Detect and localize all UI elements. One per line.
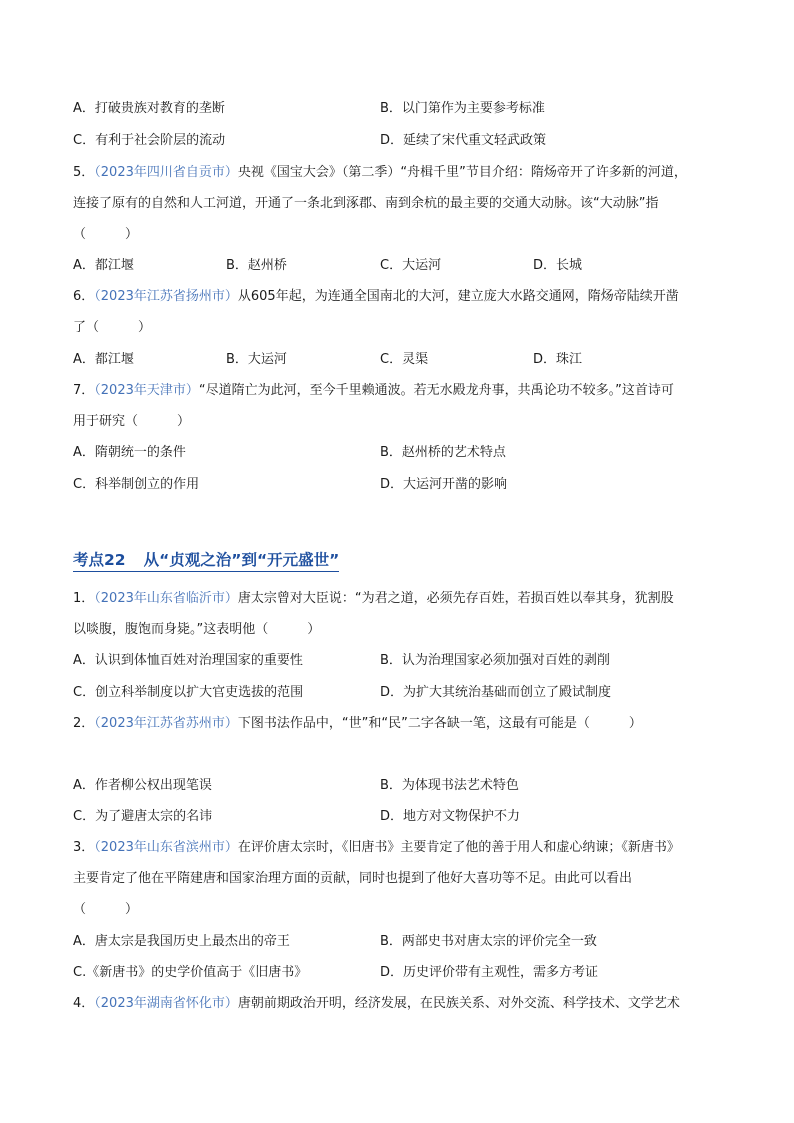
question-source: （2023年四川省自贡市） <box>94 165 238 180</box>
s1-option-d: D．为扩大其统治基础而创立了殿试制度 <box>380 685 612 700</box>
question-number: 4． <box>73 996 95 1011</box>
s2-option-c: C．为了避唐太宗的名讳 <box>73 809 213 824</box>
q7-option-c: C．科举制创立的作用 <box>73 477 200 492</box>
question-6-line2: 了（ ） <box>73 320 152 335</box>
question-text: 从605年起，为连通全国南北的大河，建立庞大水路交通网，隋炀帝陆续开凿 <box>237 289 679 304</box>
prev-option-a: A．打破贵族对教育的垄断 <box>73 101 225 116</box>
question-text: 唐朝前期政治开明，经济发展，在民族关系、对外交流、科学技术、文学艺术 <box>237 996 680 1011</box>
question-number: 1． <box>73 591 95 606</box>
question-5-line3: （ ） <box>73 227 139 242</box>
s3-option-a: A．唐太宗是我国历史上最杰出的帝王 <box>73 934 290 949</box>
q7-option-b: B．赵州桥的艺术特点 <box>380 445 506 460</box>
question-text: 央视《国宝大会》（第二季）“舟楫千里”节目介绍：隋炀帝开了许多新的河道， <box>237 165 687 180</box>
s3-option-c: C.《新唐书》的史学价值高于《旧唐书》 <box>73 965 308 980</box>
section-question-3-line2: 主要肯定了他在平隋建唐和国家治理方面的贡献，同时也提到了他好大喜功等不足。由此可以看出 <box>73 871 633 886</box>
question-number: 5． <box>73 165 95 180</box>
q5-option-c: C．大运河 <box>380 258 442 273</box>
section-question-3-line3: （ ） <box>73 902 139 917</box>
q6-option-c: C．灵渠 <box>380 352 429 367</box>
s3-option-d: D．历史评价带有主观性，需多方考证 <box>380 965 599 980</box>
question-source: （2023年山东省临沂市） <box>94 591 238 606</box>
question-text: 下图书法作品中，“世”和“民”二字各缺一笔，这最有可能是（ ） <box>237 716 642 731</box>
question-source: （2023年湖南省怀化市） <box>94 996 238 1011</box>
question-source: （2023年天津市） <box>94 383 199 398</box>
section-heading <box>73 550 339 572</box>
s2-option-a: A．作者柳公权出现笔误 <box>73 778 212 793</box>
prev-option-c: C．有利于社会阶层的流动 <box>73 133 226 148</box>
section-question-4-line1 <box>73 996 680 1012</box>
s1-option-c: C．创立科举制度以扩大官吏选拔的范围 <box>73 685 304 700</box>
question-number: 3． <box>73 840 95 855</box>
section-question-2-line1 <box>73 716 642 732</box>
s3-option-b: B．两部史书对唐太宗的评价完全一致 <box>380 934 597 949</box>
section-question-3-line1 <box>73 840 680 856</box>
s1-option-b: B．认为治理国家必须加强对百姓的剥削 <box>380 653 610 668</box>
question-6-line1 <box>73 289 679 305</box>
question-5-line2: 连接了原有的自然和人工河道，开通了一条北到涿郡、南到余杭的最主要的交通大动脉。该“大动脉”指 <box>73 196 659 211</box>
q5-option-a: A．都江堰 <box>73 258 134 273</box>
section-question-1-line1 <box>73 591 674 607</box>
s2-option-d: D．地方对文物保护不力 <box>380 809 521 824</box>
prev-option-d: D．延续了宋代重文轻武政策 <box>380 133 547 148</box>
question-source: （2023年江苏省扬州市） <box>94 289 238 304</box>
question-5-line1 <box>73 165 687 181</box>
question-7-line2: 用于研究（ ） <box>73 414 191 429</box>
question-source: （2023年山东省滨州市） <box>94 840 238 855</box>
s1-option-a: A．认识到体恤百姓对治理国家的重要性 <box>73 653 303 668</box>
question-source: （2023年江苏省苏州市） <box>94 716 238 731</box>
prev-option-b: B．以门第作为主要参考标准 <box>380 101 545 116</box>
q6-option-a: A．都江堰 <box>73 352 134 367</box>
s2-option-b: B．为体现书法艺术特色 <box>380 778 519 793</box>
q7-option-d: D．大运河开凿的影响 <box>380 477 508 492</box>
question-text: 唐太宗曾对大臣说：“为君之道，必须先存百姓，若损百姓以奉其身，犹割股 <box>237 591 674 606</box>
section-label: 考点22 <box>73 551 126 569</box>
q5-option-d: D．长城 <box>533 258 583 273</box>
q6-option-d: D．珠江 <box>533 352 583 367</box>
section-title-text: 从“贞观之治”到“开元盛世” <box>143 551 340 569</box>
question-text: 在评价唐太宗时，《旧唐书》主要肯定了他的善于用人和虚心纳谏；《新唐书》 <box>237 840 680 855</box>
q7-option-a: A．隋朝统一的条件 <box>73 445 186 460</box>
question-text: “尽道隋亡为此河，至今千里赖通波。若无水殿龙舟事，共禹论功不较多。”这首诗可 <box>198 383 674 398</box>
question-number: 6． <box>73 289 95 304</box>
q6-option-b: B．大运河 <box>226 352 287 367</box>
section-question-1-line2: 以啖腹，腹饱而身毙。”这表明他（ ） <box>73 622 321 637</box>
q5-option-b: B．赵州桥 <box>226 258 287 273</box>
question-number: 7． <box>73 383 95 398</box>
question-number: 2． <box>73 716 95 731</box>
question-7-line1 <box>73 383 674 399</box>
